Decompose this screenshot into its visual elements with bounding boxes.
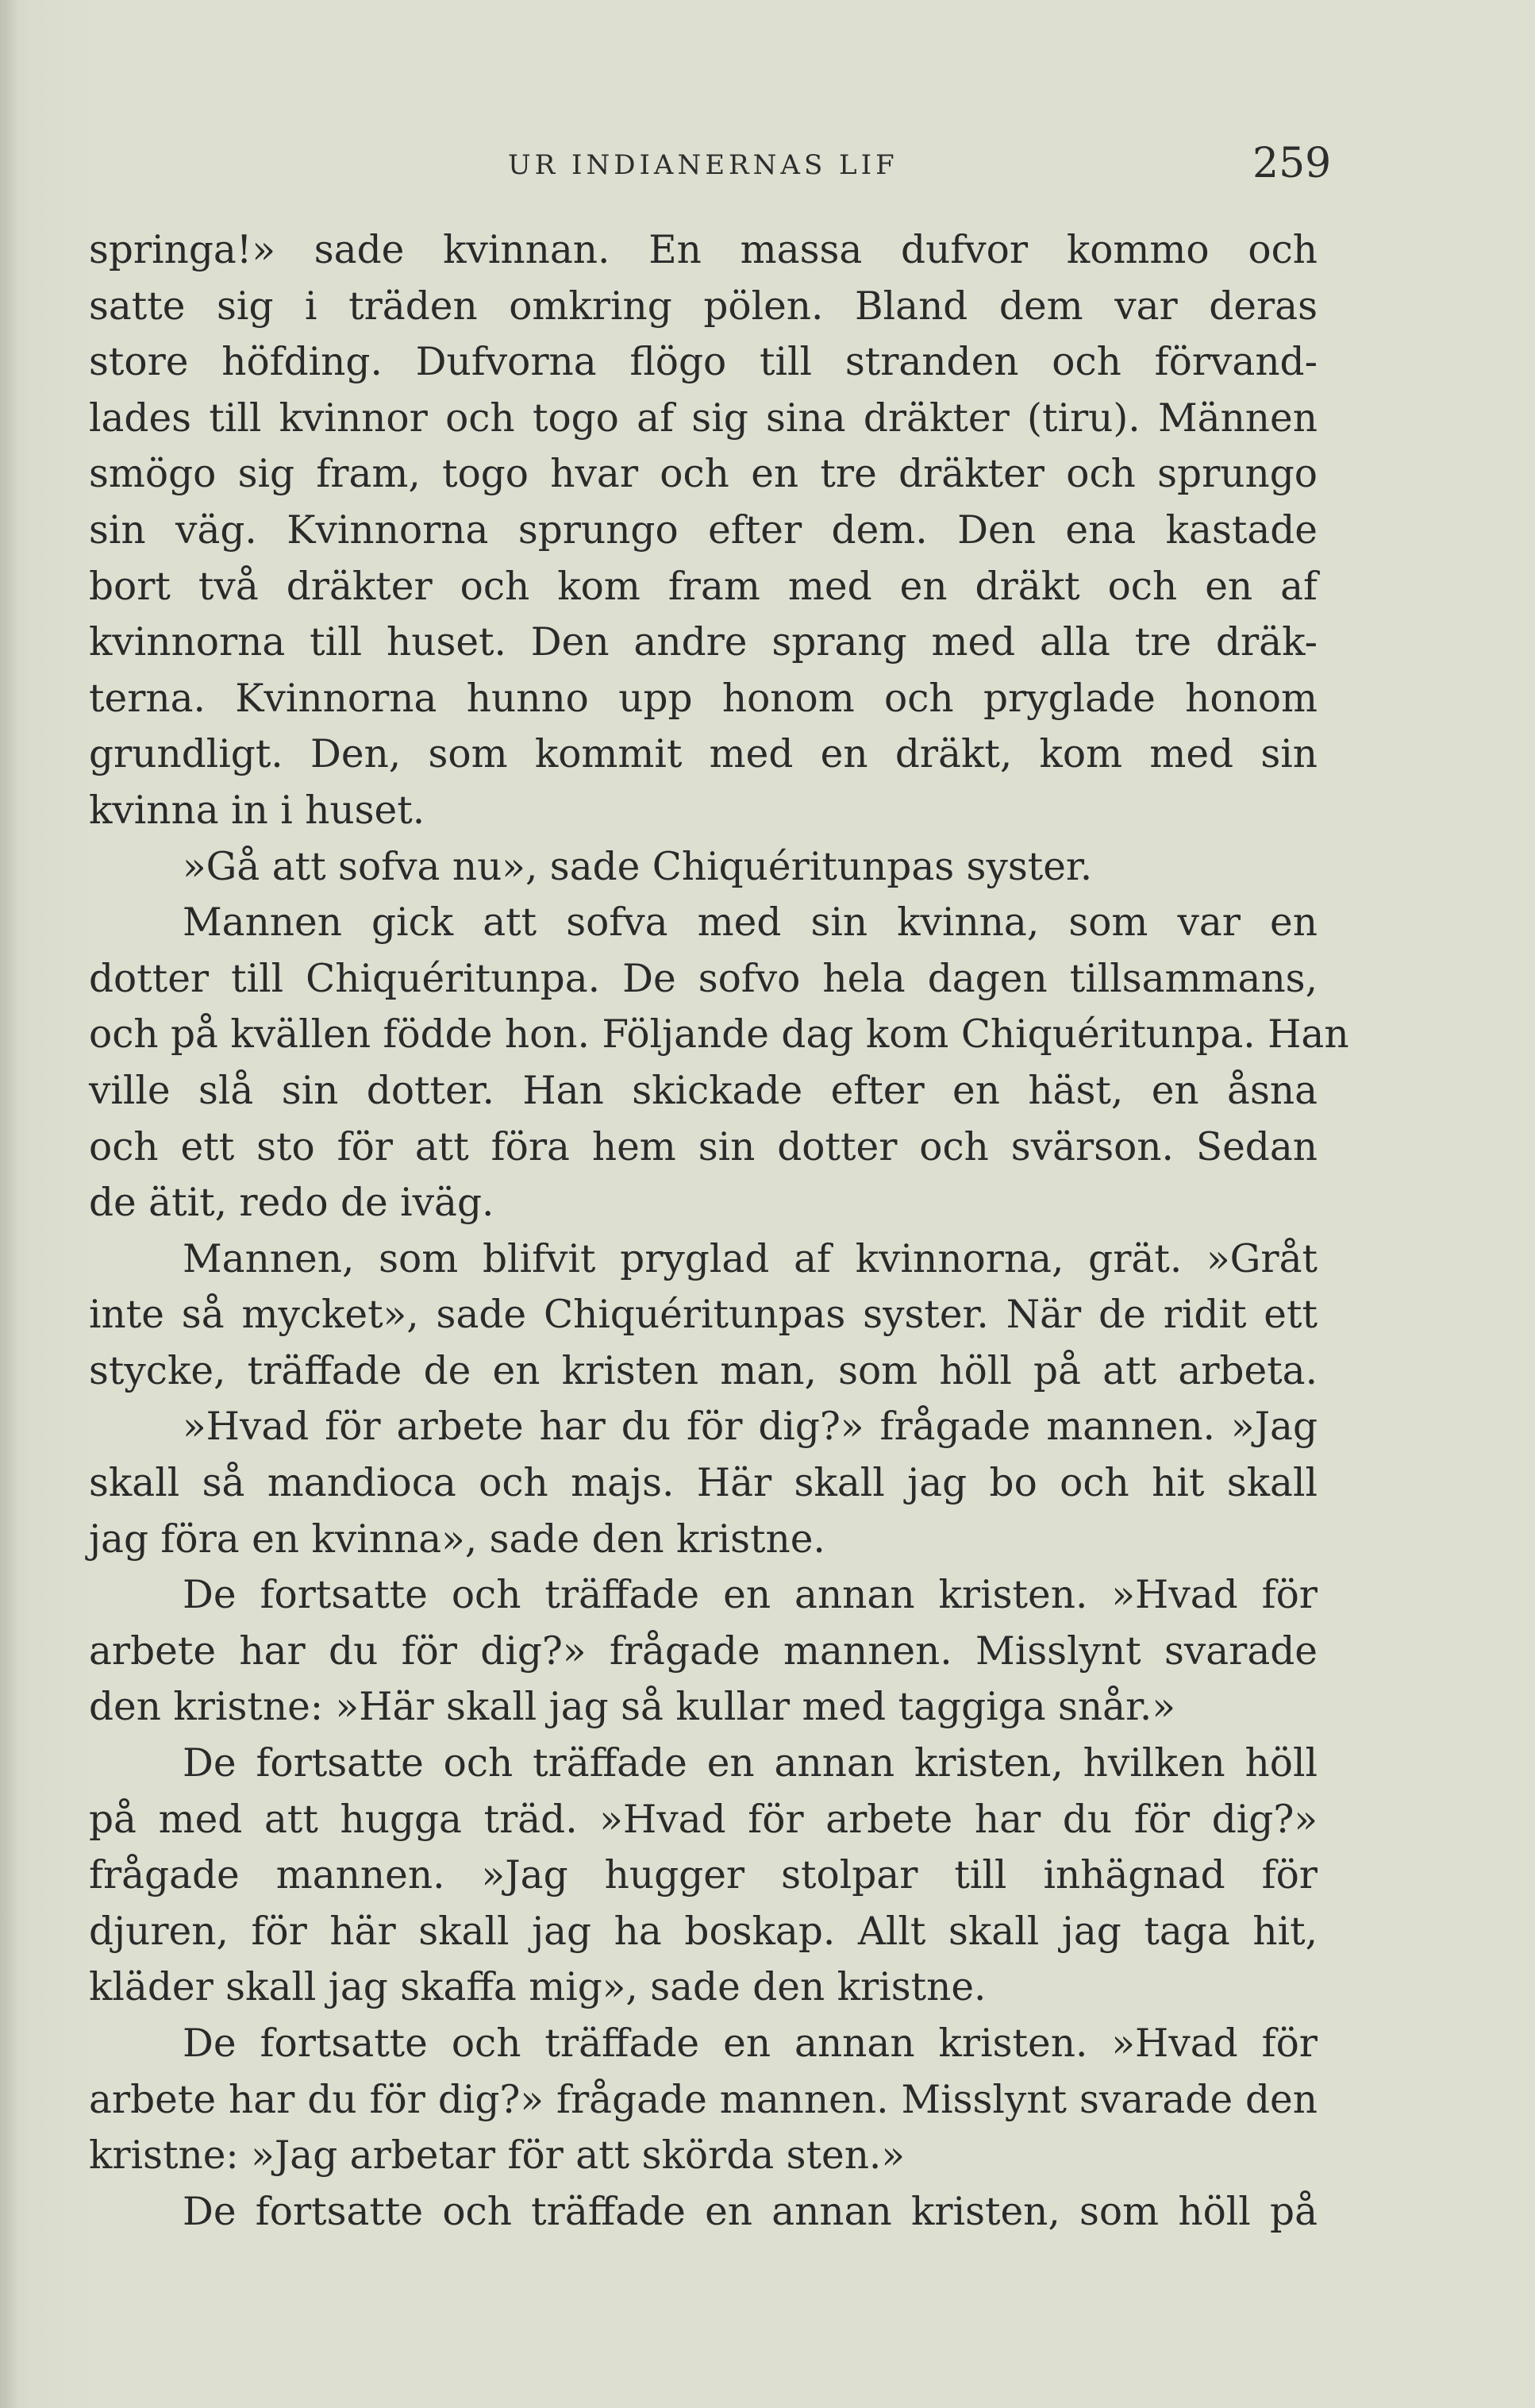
text-line: arbete har du för dig?» frågade mannen. Misslynt svarade den xyxy=(89,2077,1318,2122)
text-line: smögo sig fram, togo hvar och en tre dräkter och sprungo xyxy=(89,452,1318,497)
text-line: bort två dräkter och kom fram med en dräkt och en af xyxy=(89,564,1318,609)
text-line: och på kvällen födde hon. Följande dag kom Chiquéritunpa. Han xyxy=(89,1012,1349,1058)
text-line: grundligt. Den, som kommit med en dräkt, kom med sin xyxy=(89,732,1318,777)
text-line: Mannen, som blifvit pryglad af kvinnorna, grät. »Gråt xyxy=(183,1236,1318,1281)
text-line: inte så mycket», sade Chiquéritunpas syster. När de ridit ett xyxy=(89,1293,1318,1338)
text-line: de ätit, redo de iväg. xyxy=(89,1181,494,1226)
text-line: De fortsatte och träffade en annan kristen. »Hvad för xyxy=(183,1573,1318,1618)
text-line: på med att hugga träd. »Hvad för arbete har du för dig?» xyxy=(89,1797,1318,1842)
text-line: ville slå sin dotter. Han skickade efter en häst, en åsna xyxy=(89,1068,1318,1113)
text-line: skall så mandioca och majs. Här skall jag bo och hit skall xyxy=(89,1461,1318,1506)
text-line: terna. Kvinnorna hunno upp honom och pryglade honom xyxy=(89,676,1318,721)
text-line: store höfding. Dufvorna flögo till stranden och förvand- xyxy=(89,340,1318,385)
text-line: stycke, träffade de en kristen man, som höll på att arbeta. xyxy=(89,1348,1318,1393)
text-line: arbete har du för dig?» frågade mannen. Misslynt svarade xyxy=(89,1628,1318,1674)
text-line: sin väg. Kvinnorna sprungo efter dem. Den ena kastade xyxy=(89,507,1318,553)
text-line: De fortsatte och träffade en annan kristen, som höll på xyxy=(183,2189,1318,2234)
text-line: kläder skall jag skaffa mig», sade den kristne. xyxy=(89,1965,987,2010)
text-line: kvinna in i huset. xyxy=(89,788,425,833)
text-line: lades till kvinnor och togo af sig sina dräkter (tiru). Männen xyxy=(89,395,1318,441)
text-line: och ett sto för att föra hem sin dotter och svärson. Sedan xyxy=(89,1124,1318,1169)
text-line: djuren, för här skall jag ha boskap. Allt skall jag taga hit, xyxy=(89,1909,1318,1954)
text-line: De fortsatte och träffade en annan kristen. »Hvad för xyxy=(183,2021,1318,2066)
text-line: »Hvad för arbete har du för dig?» frågade mannen. »Jag xyxy=(183,1404,1318,1450)
text-line: kristne: »Jag arbetar för att skörda sten.» xyxy=(89,2133,906,2179)
text-line: den kristne: »Här skall jag så kullar med taggiga snår.» xyxy=(89,1685,1176,1730)
running-head: UR INDIANERNAS LIF xyxy=(508,149,898,181)
spine-shadow xyxy=(0,0,17,2408)
text-line: dotter till Chiquéritunpa. De sofvo hela dagen tillsammans, xyxy=(89,956,1318,1001)
text-line: »Gå att sofva nu», sade Chiquéritunpas syster. xyxy=(183,844,1093,889)
page-number: 259 xyxy=(1252,140,1332,187)
body-text xyxy=(89,222,1349,2240)
text-line: springa!» sade kvinnan. En massa dufvor kommo och xyxy=(89,228,1318,272)
text-line: Mannen gick att sofva med sin kvinna, som var en xyxy=(183,900,1318,946)
text-line: frågade mannen. »Jag hugger stolpar till inhägnad för xyxy=(89,1853,1318,1898)
text-line: satte sig i träden omkring pölen. Bland dem var deras xyxy=(89,283,1318,329)
text-line: kvinnorna till huset. Den andre sprang med alla tre dräk- xyxy=(89,620,1318,665)
text-line: De fortsatte och träffade en annan kristen, hvilken höll xyxy=(183,1741,1318,1786)
text-line: jag föra en kvinna», sade den kristne. xyxy=(89,1516,825,1562)
